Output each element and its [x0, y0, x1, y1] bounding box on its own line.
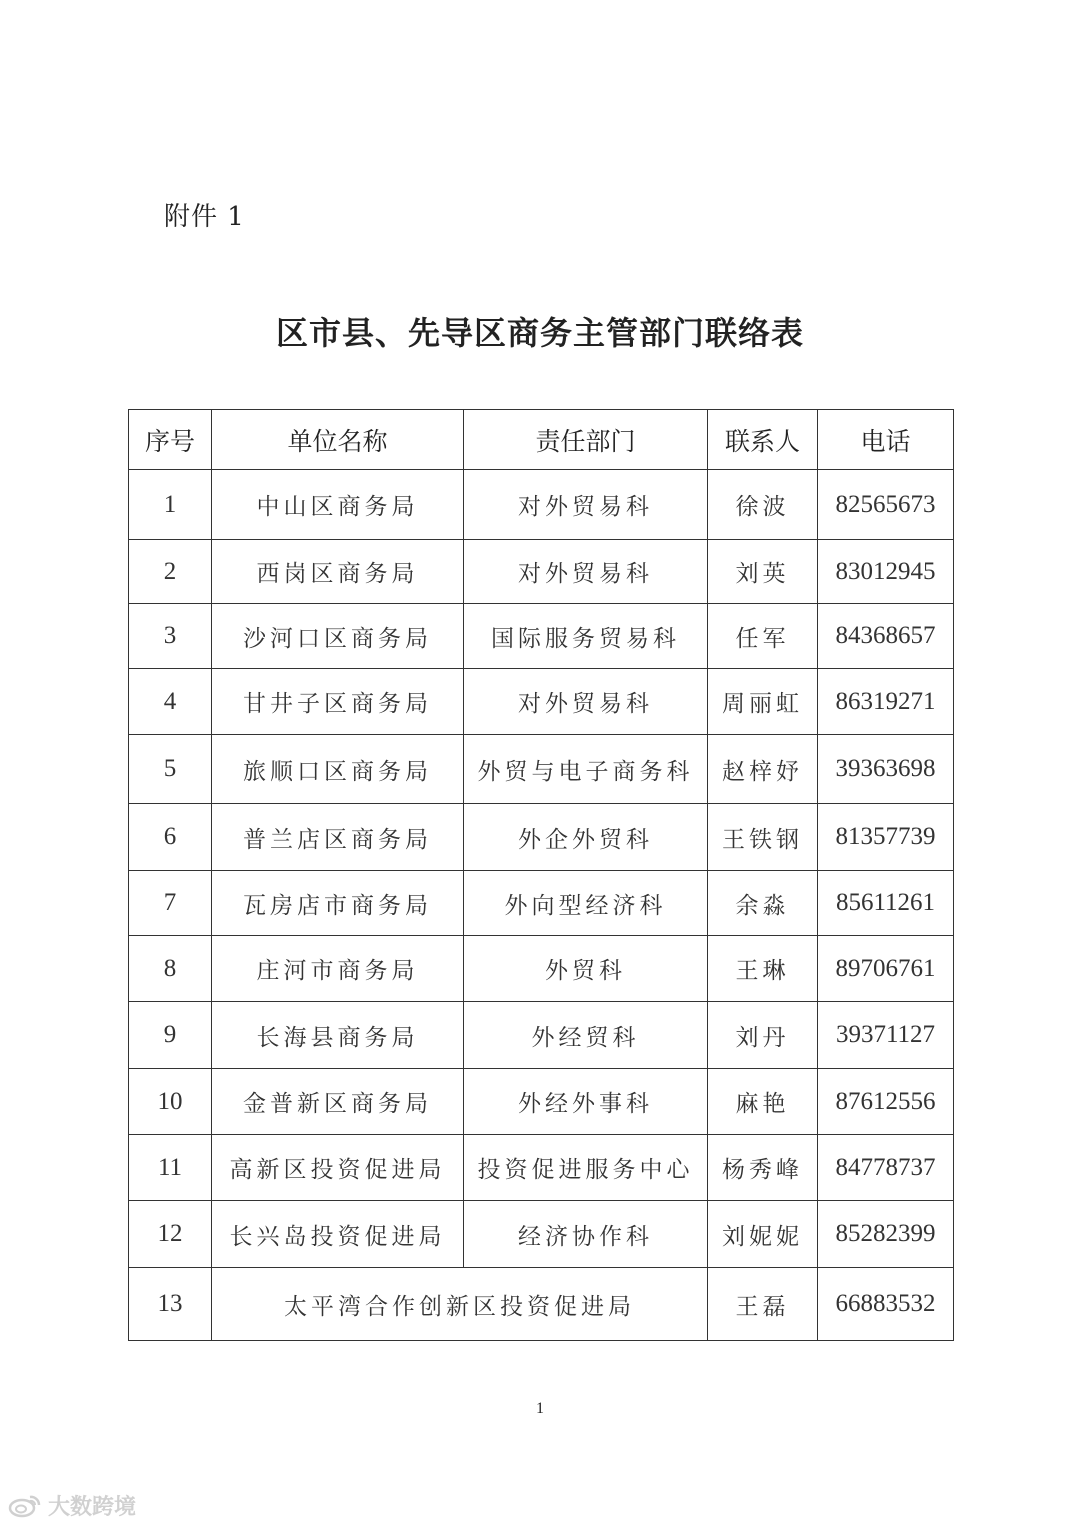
cell-unit: 沙河口区商务局 [212, 604, 464, 669]
header-unit: 单位名称 [212, 410, 464, 470]
cell-phone: 81357739 [818, 804, 954, 871]
table-row [129, 1201, 954, 1268]
contacts-table [128, 409, 954, 1341]
cell-phone: 89706761 [818, 936, 954, 1002]
cell-contact: 刘妮妮 [708, 1201, 818, 1268]
cell-no: 6 [129, 804, 212, 871]
cell-dept: 外贸与电子商务科 [464, 735, 708, 804]
cell-phone: 87612556 [818, 1069, 954, 1135]
table-header-row [129, 410, 954, 470]
cell-no: 9 [129, 1002, 212, 1069]
cell-phone: 85611261 [818, 871, 954, 936]
watermark [8, 1490, 136, 1521]
cell-phone: 66883532 [818, 1268, 954, 1341]
table-row [129, 1002, 954, 1069]
header-phone: 电话 [818, 410, 954, 470]
cell-contact: 杨秀峰 [708, 1135, 818, 1201]
cell-no: 8 [129, 936, 212, 1002]
cell-unit: 瓦房店市商务局 [212, 871, 464, 936]
cell-no: 13 [129, 1268, 212, 1341]
table-row [129, 470, 954, 540]
document-title: 区市县、先导区商务主管部门联络表 [275, 314, 804, 352]
cell-dept: 投资促进服务中心 [464, 1135, 708, 1201]
cell-contact: 麻艳 [708, 1069, 818, 1135]
header-contact: 联系人 [708, 410, 818, 470]
cell-unit: 长海县商务局 [212, 1002, 464, 1069]
cell-contact: 王琳 [708, 936, 818, 1002]
header-no: 序号 [129, 410, 212, 470]
cell-no: 11 [129, 1135, 212, 1201]
cell-unit: 高新区投资促进局 [212, 1135, 464, 1201]
cell-no: 3 [129, 604, 212, 669]
cell-phone: 84368657 [818, 604, 954, 669]
cell-phone: 84778737 [818, 1135, 954, 1201]
cell-unit: 甘井子区商务局 [212, 669, 464, 735]
cell-dept: 国际服务贸易科 [464, 604, 708, 669]
table-row [129, 1069, 954, 1135]
table-row [129, 1135, 954, 1201]
cell-phone: 82565673 [818, 470, 954, 540]
cell-unit: 旅顺口区商务局 [212, 735, 464, 804]
cell-dept: 外经外事科 [464, 1069, 708, 1135]
cell-contact: 余淼 [708, 871, 818, 936]
table-row [129, 1268, 954, 1341]
cell-contact: 王铁钢 [708, 804, 818, 871]
cell-dept: 外经贸科 [464, 1002, 708, 1069]
cell-dept: 外企外贸科 [464, 804, 708, 871]
table-row [129, 936, 954, 1002]
cell-no: 4 [129, 669, 212, 735]
cell-dept: 对外贸易科 [464, 669, 708, 735]
cell-dept: 经济协作科 [464, 1201, 708, 1268]
cell-phone: 39363698 [818, 735, 954, 804]
cell-no: 5 [129, 735, 212, 804]
cell-phone: 83012945 [818, 540, 954, 604]
cell-unit-merged: 太平湾合作创新区投资促进局 [212, 1268, 708, 1341]
cell-phone: 86319271 [818, 669, 954, 735]
cell-unit: 西岗区商务局 [212, 540, 464, 604]
cell-dept: 外向型经济科 [464, 871, 708, 936]
cell-phone: 85282399 [818, 1201, 954, 1268]
cell-dept: 外贸科 [464, 936, 708, 1002]
cell-no: 10 [129, 1069, 212, 1135]
cell-contact: 周丽虹 [708, 669, 818, 735]
cell-no: 2 [129, 540, 212, 604]
table-row [129, 604, 954, 669]
cell-contact: 徐波 [708, 470, 818, 540]
attachment-label: 附件 1 [164, 202, 245, 232]
cell-no: 1 [129, 470, 212, 540]
header-dept: 责任部门 [464, 410, 708, 470]
cell-no: 12 [129, 1201, 212, 1268]
cell-phone: 39371127 [818, 1002, 954, 1069]
cell-contact: 王磊 [708, 1268, 818, 1341]
weibo-logo-icon [8, 1493, 42, 1519]
cell-contact: 刘英 [708, 540, 818, 604]
cell-dept: 对外贸易科 [464, 470, 708, 540]
table-row [129, 804, 954, 871]
page-number: 1 [536, 1400, 544, 1417]
table-row [129, 871, 954, 936]
table-row [129, 669, 954, 735]
table-row [129, 735, 954, 804]
cell-unit: 金普新区商务局 [212, 1069, 464, 1135]
cell-unit: 普兰店区商务局 [212, 804, 464, 871]
cell-unit: 长兴岛投资促进局 [212, 1201, 464, 1268]
watermark-text: 大数跨境 [48, 1495, 137, 1520]
cell-no: 7 [129, 871, 212, 936]
cell-dept: 对外贸易科 [464, 540, 708, 604]
cell-unit: 庄河市商务局 [212, 936, 464, 1002]
cell-unit: 中山区商务局 [212, 470, 464, 540]
cell-contact: 任军 [708, 604, 818, 669]
cell-contact: 刘丹 [708, 1002, 818, 1069]
table-row [129, 540, 954, 604]
cell-contact: 赵梓妤 [708, 735, 818, 804]
